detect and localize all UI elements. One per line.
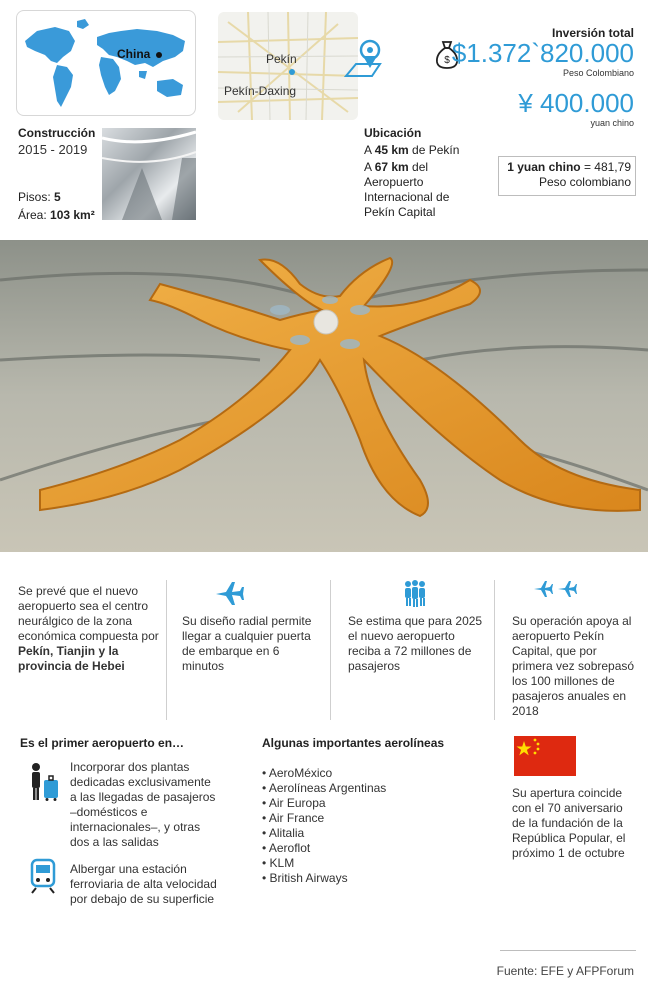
crowd-icon <box>400 578 430 608</box>
location-line2 <box>364 160 464 220</box>
airlines-title: Algunas importantes aerolíneas <box>262 736 445 750</box>
floors-label: Pisos: <box>18 190 51 204</box>
fact-4 <box>512 614 640 719</box>
airline-item: • AeroMéxico <box>262 766 386 781</box>
investment-cop-value: $1.372`820.000 <box>451 38 634 68</box>
first-airport-item-1 <box>70 760 220 850</box>
traveler-luggage-icon <box>28 762 62 802</box>
fact-3-text: Se estima que para 2025 el nuevo aeropuerto reciba a 72 millones de pasajeros <box>348 614 483 673</box>
china-label: China <box>117 47 151 61</box>
first-airport-item-2-text: Albergar una estación ferroviaria de alta velocidad por debajo de su superficie <box>70 862 217 906</box>
divider-3 <box>494 580 495 720</box>
exchange-rate-value: = 481,79 <box>580 160 631 174</box>
location-title: Ubicación <box>364 126 422 140</box>
location-line2-value: 67 km <box>374 160 409 174</box>
airline-item: • Air Europa <box>262 796 386 811</box>
location-line1-value: 45 km <box>374 143 409 157</box>
investment-title: Inversión total <box>551 26 634 40</box>
china-flag-icon <box>514 736 576 776</box>
airline-item: • Aerolíneas Argentinas <box>262 781 386 796</box>
location-line2-suffix: del Aeropuerto Internacional de Pekín Capital <box>364 160 450 219</box>
svg-text:$: $ <box>444 55 450 66</box>
first-airport-title: Es el primer aeropuerto en… <box>20 736 185 750</box>
location-line2-prefix: A <box>364 160 375 174</box>
source-credit: Fuente: EFE y AFPForum <box>496 964 634 978</box>
map-label-pekin: Pekín <box>266 52 297 66</box>
construction-years: 2015 - 2019 <box>18 142 88 157</box>
world-map <box>16 10 196 116</box>
airplane-icon <box>214 578 244 608</box>
construction-photo <box>102 128 196 220</box>
location-pin-icon <box>340 36 386 82</box>
two-airplanes-icon <box>534 578 578 600</box>
fact-1-text-prefix: Se prevé que el nuevo aeropuerto sea el centro neurálgico de la zona económica compuesta por <box>18 584 159 643</box>
road-map-graphic <box>218 12 358 120</box>
airline-item: • KLM <box>262 856 386 871</box>
fact-1 <box>18 584 174 674</box>
airline-item: • Alitalia <box>262 826 386 841</box>
fact-2-text: Su diseño radial permite llegar a cualquier puerta de embarque en 6 minutos <box>182 614 312 673</box>
exchange-rate-line <box>503 160 631 175</box>
first-airport-item-2 <box>70 862 220 907</box>
investment-cny-value: ¥ 400.000 <box>518 88 634 118</box>
airline-item: • Aeroflot <box>262 841 386 856</box>
location-line1 <box>364 143 459 157</box>
location-line1-suffix: de Pekín <box>408 143 460 157</box>
area-label: Área: <box>18 208 47 222</box>
fact-1-text <box>18 584 174 674</box>
location-map <box>218 12 358 120</box>
divider-1 <box>166 580 167 720</box>
train-icon <box>28 858 58 894</box>
divider-2 <box>330 580 331 720</box>
floors-row <box>18 190 61 204</box>
map-label-daxing: Pekín-Daxing <box>224 84 297 98</box>
airport-starfish-graphic <box>0 240 648 552</box>
opening-text: Su apertura coincide con el 70 aniversario de la fundación de la República Popular, el próximo 1 de octubre <box>512 786 626 860</box>
exchange-rate-label: 1 yuan chino <box>507 160 581 174</box>
airlines-list <box>262 766 386 886</box>
airline-item: • British Airways <box>262 871 386 886</box>
area-row <box>18 208 95 222</box>
fact-4-text: Su operación apoya al aeropuerto Pekín Capital, que por primera vez sobrepasó los 100 millones de pasajeros anuales en 2018 <box>512 614 635 718</box>
investment-cop-unit: Peso Colombiano <box>562 68 634 78</box>
investment-cny-unit: yuan chino <box>590 118 634 128</box>
fact-3 <box>348 614 484 674</box>
opening-note <box>512 786 636 861</box>
fact-1-text-bold: Pekín, Tianjin y la provincia de Hebei <box>18 644 125 673</box>
exchange-rate-unit: Peso colombiano <box>538 175 631 189</box>
source-divider <box>500 950 636 951</box>
construction-title: Construcción <box>18 126 96 140</box>
area-value: 103 km² <box>50 208 95 222</box>
airport-aerial-photo <box>0 240 648 552</box>
fact-2 <box>182 614 322 674</box>
first-airport-item-1-text: Incorporar dos plantas dedicadas exclusivamente a las llegadas de pasajeros –domésticos e internacionales–, y otras dos a las salidas <box>70 760 216 849</box>
location-line1-prefix: A <box>364 143 375 157</box>
airline-item: • Air France <box>262 811 386 826</box>
world-map-graphic <box>17 11 196 116</box>
floors-value: 5 <box>54 190 61 204</box>
exchange-rate-box <box>498 156 636 196</box>
